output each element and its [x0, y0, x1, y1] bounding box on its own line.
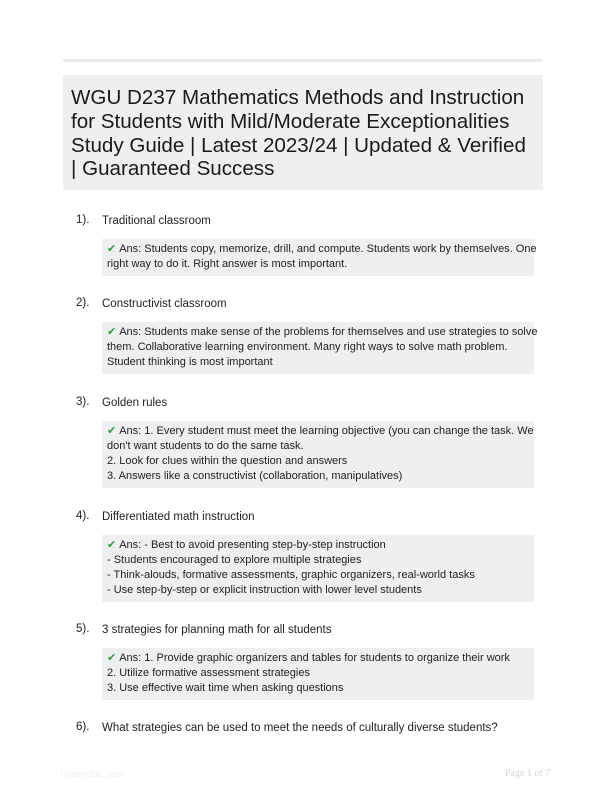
answer-line: - Think-alouds, formative assessments, graphic organizers, real-world tasks [107, 569, 475, 581]
answer-line: ✔ Ans: - Best to avoid presenting step-by-step instruction [107, 539, 386, 551]
answer-panel [102, 239, 537, 276]
answer-line: ✔ Ans: Students make sense of the problems for themselves and use strategies to solve [107, 326, 538, 338]
question-text: What strategies can be used to meet the needs of culturally diverse students? [102, 722, 498, 734]
question-number: 4). [76, 510, 90, 522]
footer-watermark: Paperslibic.com [60, 769, 124, 779]
answer-line: don't want students to do the same task. [107, 440, 304, 452]
question-number: 2). [76, 297, 90, 309]
answer-panel [102, 648, 534, 700]
answer-panel [102, 322, 538, 374]
question-number: 3). [76, 396, 90, 408]
answer-line: 2. Look for clues within the question and answers [107, 455, 348, 467]
question-number: 6). [76, 721, 90, 733]
answer-panel [102, 535, 534, 602]
answer-line: ✔ Ans: 1. Every student must meet the learning objective (you can change the task. We [107, 425, 534, 437]
page-indicator: Page 1 of 7 [505, 768, 551, 779]
question-text: Differentiated math instruction [102, 511, 255, 523]
answer-line: right way to do it. Right answer is most important. [107, 258, 348, 270]
answer-line: them. Collaborative learning environment. Many right ways to solve math problem. [107, 341, 508, 353]
question-number: 5). [76, 623, 90, 635]
answer-line: - Use step-by-step or explicit instruction with lower level students [107, 584, 422, 596]
checkmark-icon: ✔ [107, 425, 117, 437]
question-text: Golden rules [102, 397, 168, 409]
answer-line: - Students encouraged to explore multiple strategies [107, 554, 362, 566]
answer-line: ✔ Ans: Students copy, memorize, drill, and compute. Students work by themselves. One [107, 243, 537, 255]
title-panel [63, 75, 543, 190]
checkmark-icon: ✔ [107, 652, 117, 664]
question-text: Traditional classroom [102, 215, 211, 227]
answer-line: Student thinking is most important [107, 356, 273, 368]
checkmark-icon: ✔ [107, 243, 117, 255]
top-divider [63, 59, 543, 62]
answer-panel [102, 421, 534, 488]
answer-line: ✔ Ans: 1. Provide graphic organizers and tables for students to organize their work [107, 652, 510, 664]
checkmark-icon: ✔ [107, 326, 117, 338]
question-text: Constructivist classroom [102, 298, 227, 310]
checkmark-icon: ✔ [107, 539, 117, 551]
answer-line: 2. Utilize formative assessment strategies [107, 667, 310, 679]
question-number: 1). [76, 214, 90, 226]
answer-line: 3. Answers like a constructivist (collaboration, manipulatives) [107, 470, 403, 482]
question-text: 3 strategies for planning math for all students [102, 624, 332, 636]
document-title: WGU D237 Mathematics Methods and Instruction for Students with Mild/Moderate Exceptionalities Study Guide | Latest 2023/24 | Updated & Verified | Guaranteed Success [71, 86, 526, 181]
answer-line: 3. Use effective wait time when asking questions [107, 682, 344, 694]
